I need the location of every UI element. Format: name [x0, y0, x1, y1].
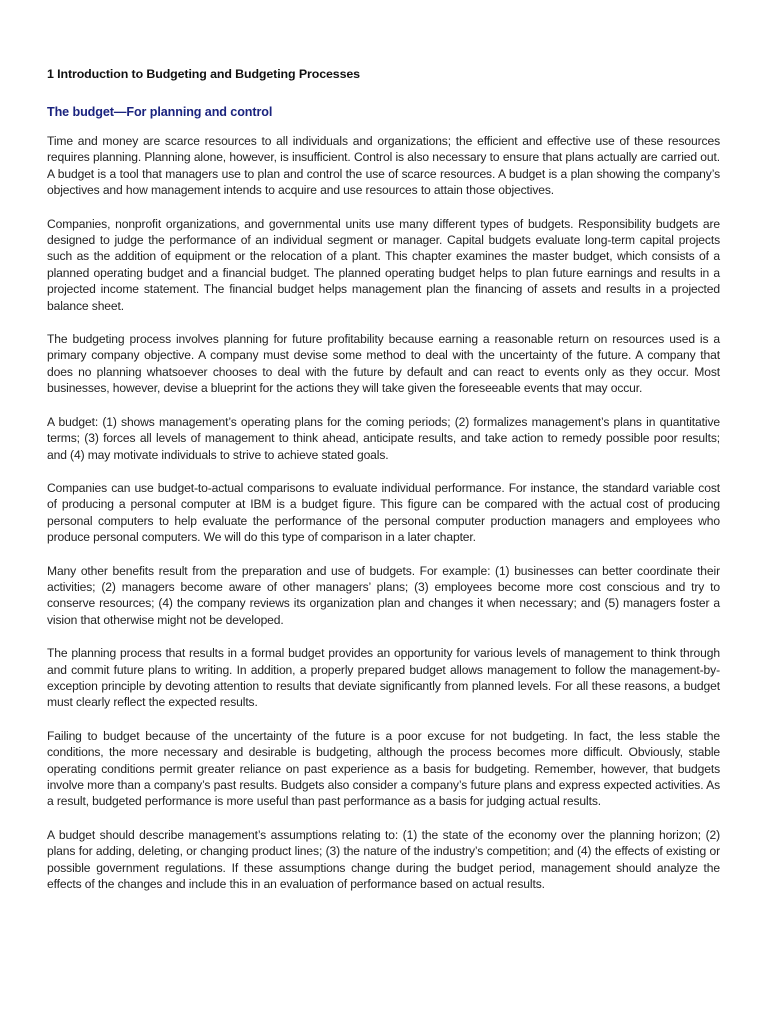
body-paragraph: A budget should describe management’s assumptions relating to: (1) the state of the economy over the planning horizon; (2) plans for adding, deleting, or changing product lines; (3) the nature of the industry’s competition; and (4) the effects of existing or possible government regulations. If these assumptions change during the budget period, management should analyze the effects of the changes and include this in an evaluation of performance based on actual results. [47, 827, 720, 892]
body-paragraph: A budget: (1) shows management’s operating plans for the coming periods; (2) formalizes management’s plans in quantitative terms; (3) forces all levels of management to think ahead, anticipate results, and take action to remedy possible poor results; and (4) may motivate individuals to strive to achieve stated goals. [47, 414, 720, 462]
body-paragraph: Time and money are scarce resources to all individuals and organizations; the efficient and effective use of these resources requires planning. Planning alone, however, is insufficient. Control is also necessary to ensure that plans actually are carried out. A budget is a tool that managers use to plan and control the use of scarce resources. A budget is a plan showing the company’s objectives and how management intends to acquire and use resources to attain those objectives. [47, 134, 720, 198]
chapter-heading: 1 Introduction to Budgeting and Budgeting Processes [47, 67, 360, 81]
body-text [47, 133, 720, 892]
body-paragraph: Many other benefits result from the preparation and use of budgets. For example: (1) businesses can better coordinate their activities; (2) managers become aware of other managers’ plans; (3) employees become more cost conscious and try to conserve resources; (4) the company reviews its organization plan and changes it when necessary; and (5) managers foster a vision that otherwise might not be developed. [47, 563, 720, 627]
body-paragraph: The budgeting process involves planning for future profitability because earning a reasonable return on resources used is a primary company objective. A company must devise some method to deal with the uncertainty of the future. A company that does no planning whatsoever chooses to deal with the future by default and can react to events only as they occur. Most businesses, however, devise a blueprint for the actions they will take given the foreseeable events that may occur. [47, 332, 720, 396]
section-heading: The budget—For planning and control [47, 105, 273, 119]
body-paragraph: The planning process that results in a formal budget provides an opportunity for various levels of management to think through and commit future plans to writing. In addition, a properly prepared budget allows management to follow the management-by-exception principle by devoting attention to results that deviate significantly from planned levels. For all these reasons, a budget must clearly reflect the expected results. [47, 646, 720, 710]
body-paragraph: Companies can use budget-to-actual comparisons to evaluate individual performance. For instance, the standard variable cost of producing a personal computer at IBM is a budget figure. This figure can be compared with the actual cost of producing personal computers to help evaluate the performance of the personal computer production managers and employees who produce personal computers. We will do this type of comparison in a later chapter. [47, 480, 720, 545]
body-paragraph: Failing to budget because of the uncertainty of the future is a poor excuse for not budgeting. In fact, the less stable the conditions, the more necessary and desirable is budgeting, although the process becomes more difficult. Obviously, stable operating conditions permit greater reliance on past experience as a basis for budgeting. Remember, however, that budgets involve more than a company’s past results. Budgets also consider a company’s future plans and express expected activities. As a result, budgeted performance is more useful than past performance as a basis for judging actual results. [47, 728, 720, 809]
body-paragraph: Companies, nonprofit organizations, and governmental units use many different types of budgets. Responsibility budgets are designed to judge the performance of an individual segment or manager. Capital budgets evaluate long-term capital projects such as the addition of equipment or the relocation of a plant. This chapter examines the master budget, which consists of a planned operating budget and a financial budget. The planned operating budget helps to plan future earnings and results in a projected income statement. The financial budget helps management plan the financing of assets and results in a projected balance sheet. [47, 216, 720, 313]
